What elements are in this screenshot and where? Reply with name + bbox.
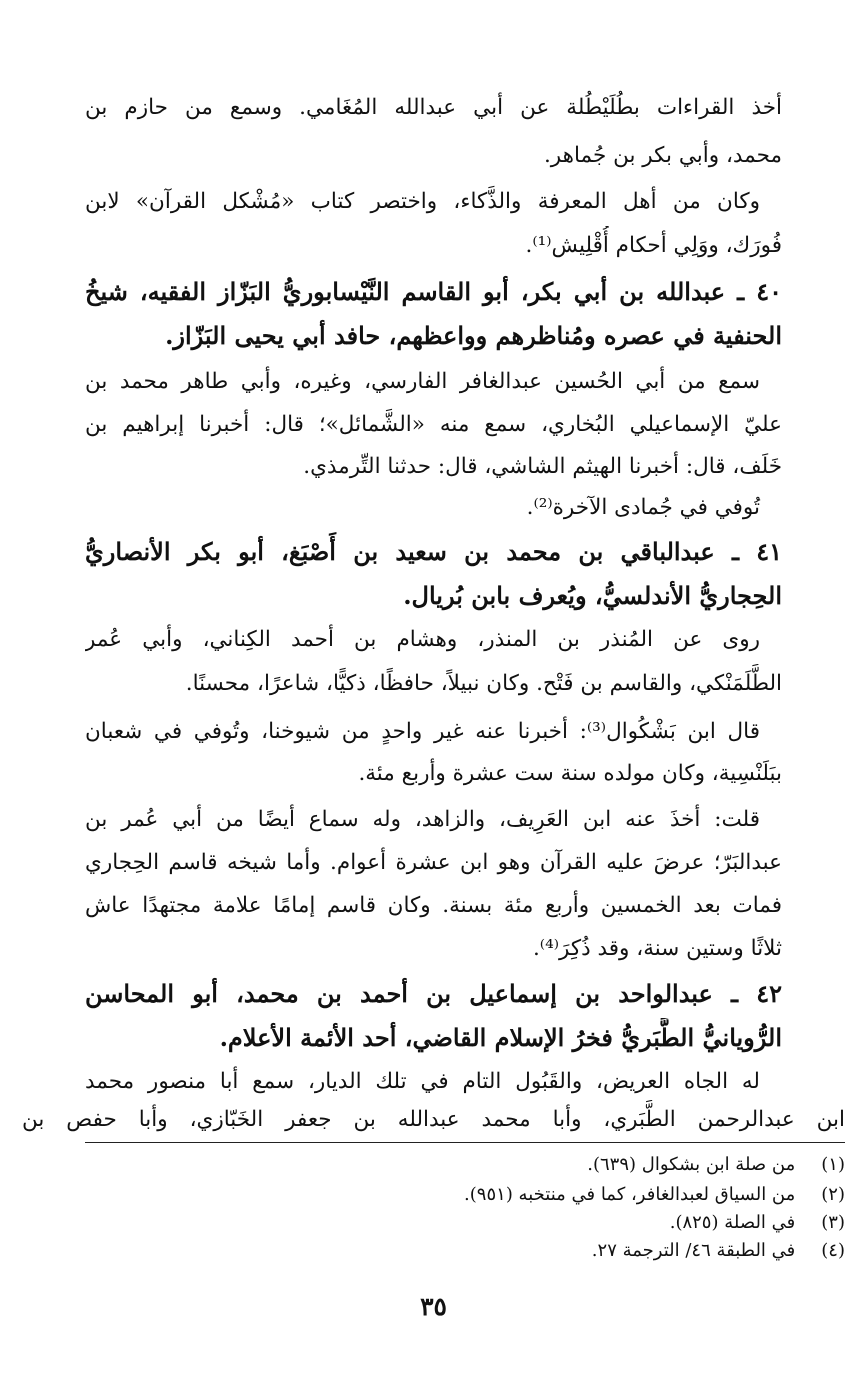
footnote-number: (١) [821, 1154, 845, 1175]
footnote-divider [85, 1142, 845, 1143]
text-line: فُورَك، ووَلِي أحكام أُقْلِيش⁽¹⁾. [525, 233, 782, 258]
entry-heading-41: ٤١ ـ عبدالباقي بن محمد بن سعيد بن أَصْبَغ، أبو بكر الأنصاريُّ [85, 537, 782, 566]
text-line: فمات بعد الخمسين وأربع مئة بسنة. وكان قاسم إمامًا علامة مجتهدًا عاش [85, 893, 782, 918]
text-line: تُوفي في جُمادى الآخرة⁽²⁾. [526, 495, 760, 520]
footnote [200, 1208, 845, 1238]
footnote-text: من صلة ابن بشكوال (٦٣٩). [587, 1154, 796, 1175]
entry-heading-40-cont: الحنفية في عصره ومُناظرهم وواعظهم، حافد أبي يحيى البَزّاز. [165, 321, 782, 350]
entry-heading-42: ٤٢ ـ عبدالواحد بن إسماعيل بن أحمد بن محمد، أبو المحاسن [85, 979, 782, 1008]
footnote [200, 1236, 845, 1266]
footnote [200, 1150, 845, 1180]
footnote-number: (٤) [821, 1240, 845, 1261]
text-line: محمد، وأبي بكر بن جُماهر. [543, 143, 782, 168]
page-number: ٣٥ [420, 1292, 447, 1321]
footnote-text: في الطبقة ٤٦/ الترجمة ٢٧. [591, 1240, 796, 1261]
footnote-text: في الصلة (٨٢٥). [669, 1212, 796, 1233]
footnote-number: (٣) [821, 1212, 845, 1233]
text-line: أخذ القراءات بطُلَيْطُلة عن أبي عبدالله المُغَامي. وسمع من حازم بن [85, 95, 782, 120]
text-line: سمع من أبي الحُسين عبدالغافر الفارسي، وغيره، وأبي طاهر محمد بن [85, 369, 760, 394]
text-line: له الجاه العريض، والقَبُول التام في تلك الديار، سمع أبا منصور محمد [85, 1069, 760, 1094]
footnote [200, 1180, 845, 1210]
entry-heading-42-cont: الرُّويانيُّ الطَّبَريُّ فخرُ الإسلام القاضي، أحد الأئمة الأعلام. [219, 1023, 782, 1052]
text-line: خَلَف، قال: أخبرنا الهيثم الشاشي، قال: حدثنا التِّرمذي. [303, 454, 782, 479]
text-line: وكان من أهل المعرفة والذَّكاء، واختصر كتاب «مُشْكل القرآن» لابن [85, 189, 760, 214]
text-line: قال ابن بَشْكُوال⁽³⁾: أخبرنا عنه غير واحدٍ من شيوخنا، وتُوفي في شعبان [85, 719, 760, 744]
text-line: ثلاثًا وستين سنة، وقد ذُكِرَ⁽⁴⁾. [532, 936, 782, 961]
text-line: روى عن المُنذر بن المنذر، وهشام بن أحمد الكِناني، وأبي عُمر [85, 627, 760, 652]
text-line: الطَّلَمَنْكي، والقاسم بن فَتْح. وكان نبيلاً، حافظًا، ذكيًّا، شاعرًا، محسنًا. [185, 671, 782, 696]
text-line: قلت: أخذَ عنه ابن العَرِيف، والزاهد، وله سماع أيضًا من أبي عُمر بن [85, 807, 760, 832]
footnote-number: (٢) [821, 1184, 845, 1205]
entry-heading-41-cont: الحِجاريُّ الأندلسيُّ، ويُعرف بابن بُريال. [403, 581, 782, 610]
text-line: عليّ الإسماعيلي البُخاري، سمع منه «الشَّمائل»؛ قال: أخبرنا إبراهيم بن [85, 412, 782, 437]
text-line: ببَلَنْسِية، وكان مولده سنة ست عشرة وأربع مئة. [358, 761, 782, 786]
entry-heading-40: ٤٠ ـ عبدالله بن أبي بكر، أبو القاسم النَّيْسابوريُّ البَزّاز الفقيه، شيخُ [85, 277, 782, 306]
text-line: ابن عبدالرحمن الطَّبَري، وأبا محمد عبدالله بن جعفر الخَبّازي، وأبا حفص بن [22, 1107, 845, 1132]
text-line: عبدالبَرّ؛ عرضَ عليه القرآن وهو ابن عشرة أعوام. وأما شيخه قاسم الحِجاري [85, 850, 782, 875]
footnote-text: من السياق لعبدالغافر، كما في منتخبه (٩٥١). [464, 1184, 796, 1205]
